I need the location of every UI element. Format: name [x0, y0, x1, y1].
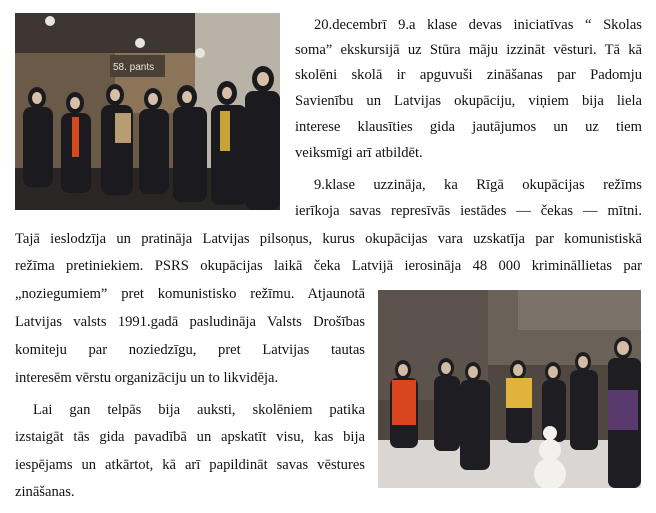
- paragraph-2-line-7: komiteju par noziedzīgu, pret Latvijas tautas: [15, 342, 365, 358]
- paragraph-1-line-2: soma” ekskursijā uz Stūra māju izzināt vēsturi. Tā kā: [295, 42, 642, 58]
- photo-courtyard-group: [378, 290, 641, 488]
- paragraph-3-line-4: zināšanas.: [15, 484, 75, 500]
- paragraph-2-line-4: režīma pretiniekiem. PSRS okupācijas laikā čeka Latvijā ierosināja 48 000 krimināllietas par: [15, 258, 642, 274]
- paragraph-2-line-6: Latvijas valsts 1991.gadā pasludināja Valsts Drošības: [15, 314, 365, 330]
- wall-sign-text: 58. pants: [113, 62, 155, 73]
- paragraph-1-line-3: skolēni skolā ir apguvuši zināšanas par Padomju: [295, 67, 642, 83]
- paragraph-1-line-5: interese klausīties gida jautājumos un uz tiem: [295, 119, 642, 135]
- paragraph-3-line-1: Lai gan telpās bija auksti, skolēniem patika: [33, 402, 365, 418]
- photo-museum-group: [15, 13, 280, 210]
- paragraph-2-line-2: ierīkoja savas represīvās iestādes — čekas — mītni.: [295, 203, 642, 219]
- paragraph-2-line-8: interesēm vērstu organizāciju un to likvidēja.: [15, 370, 279, 386]
- paragraph-2-line-3: Tajā ieslodzīja un pratināja Latvijas pilsoņus, kurus okupācijas vara uzskatīja par komunistiskā: [15, 231, 642, 247]
- paragraph-3-line-2: izstaigāt tās gida pavadībā un apskatīt visu, kas bija: [15, 429, 365, 445]
- paragraph-1-line-6: veiksmīgi arī atbildēt.: [295, 145, 423, 161]
- paragraph-3-line-3: iespējams un atkārtot, kā arī papildināt savas vēstures: [15, 457, 365, 473]
- paragraph-1-line-4: Savienību un Latvijas okupāciju, viņiem bija liela: [295, 93, 642, 109]
- paragraph-2-line-5: „noziegumiem” pret komunistisko režīmu. Atjaunotā: [15, 286, 365, 302]
- paragraph-1-line-1: 20.decembrī 9.a klase devas iniciatīvas “ Skolas: [314, 17, 642, 33]
- paragraph-2-line-1: 9.klase uzzināja, ka Rīgā okupācijas režīms: [314, 177, 642, 193]
